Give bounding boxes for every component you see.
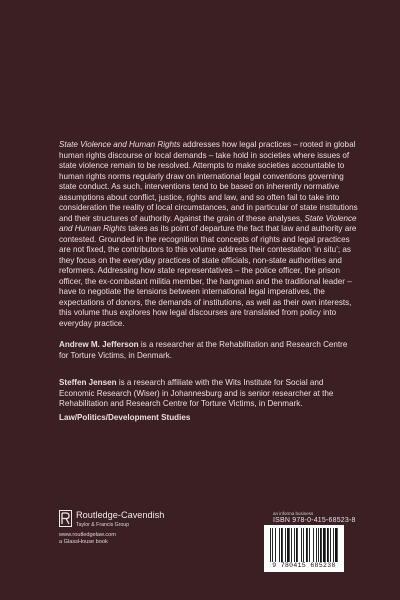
barcode-bar	[285, 528, 286, 562]
barcode-bar	[306, 528, 308, 562]
barcode-bar	[301, 528, 302, 562]
blurb-text-2: takes as its point of departure the fact that law and authority are contested. Grounded in the recognition that concepts of rights and legal practices are not fixed, the contributors to this volume address their contestation ‘in situ’; as they focus on the everyday practices of state officials, non-state authorities and reformers. Addressing how state representatives – the police officer, the prison officer, the ex-combatant militia member, the hangman and the traditional leader – have to negotiate the tensions between international legal imperatives, the expectations of donors, the demands of institutions, as well as their own interests, this volume thus explores how legal discourses are translated from policy into everyday practice.	[59, 224, 357, 328]
barcode-bar	[279, 528, 280, 562]
barcode-bar	[275, 528, 276, 562]
barcode-bar	[316, 528, 317, 562]
barcode-bar	[323, 528, 326, 562]
barcode-bar	[296, 528, 298, 562]
barcode	[264, 525, 344, 572]
author-bio-jensen	[59, 378, 359, 410]
author-bio-text: is a researcher at the Rehabilitation and Research Centre for Torture Victims, in Denmark.	[59, 340, 348, 360]
barcode-bar	[272, 528, 273, 562]
barcode-bar	[281, 528, 283, 562]
barcode-bar	[303, 528, 304, 562]
book-title-italic: State Violence and Human Rights	[59, 140, 181, 149]
publisher-name: Routledge-Cavendish	[76, 510, 165, 520]
author-bio-text: is a research affiliate with the Wits Institute for Social and Economic Research (Wiser) in Johannesburg and is senior researcher at the Rehabilitation and Research Centre for Torture Victims, in Denmark.	[59, 378, 334, 408]
publisher-group: Taylor & Francis Group	[76, 522, 130, 528]
barcode-bar	[318, 528, 319, 562]
barcode-bar	[335, 528, 338, 562]
book-title-italic-2: State Violence and Human Rights	[59, 213, 357, 233]
barcode-bars	[270, 528, 338, 562]
informa-tagline: an informa business	[273, 511, 314, 516]
barcode-bar	[327, 528, 329, 562]
subject-category: Law/Politics/Development Studies	[59, 413, 191, 422]
barcode-bar	[270, 528, 271, 562]
author-name: Andrew M. Jefferson	[59, 340, 139, 349]
isbn-number: ISBN 978-0-415-68523-8	[273, 517, 356, 524]
barcode-bar	[291, 528, 292, 562]
barcode-bar	[320, 528, 322, 562]
barcode-bar	[309, 528, 310, 562]
barcode-bar	[330, 528, 331, 562]
barcode-bar	[313, 528, 314, 562]
author-bio-jefferson	[59, 340, 359, 361]
barcode-bar	[333, 528, 334, 562]
blurb-text-1: addresses how legal practices – rooted in global human rights discourse or local demands – take hold in societies where issues of state violence remain to be resolved. Attempts to make societies accountable to human rights norms regularly draw on international legal conventions governing state conduct. As such, interventions tend to be based on inherently normative assumptions about conflict, justice, rights and law, and so often fail to take into consideration the reality of local circumstances, and in particular of state institutions and their structures of authority. Against the grain of these analyses,	[59, 140, 358, 223]
barcode-digits: 9 780415 685238	[272, 562, 336, 569]
publisher-url: www.routledgelaw.com	[59, 532, 116, 538]
author-name: Steffen Jensen	[59, 378, 117, 387]
back-cover-blurb	[59, 140, 359, 329]
barcode-bar	[294, 528, 295, 562]
routledge-logo-icon	[59, 510, 72, 527]
barcode-bar	[287, 528, 290, 562]
publisher-imprint: a GlassHouse book	[59, 539, 108, 545]
